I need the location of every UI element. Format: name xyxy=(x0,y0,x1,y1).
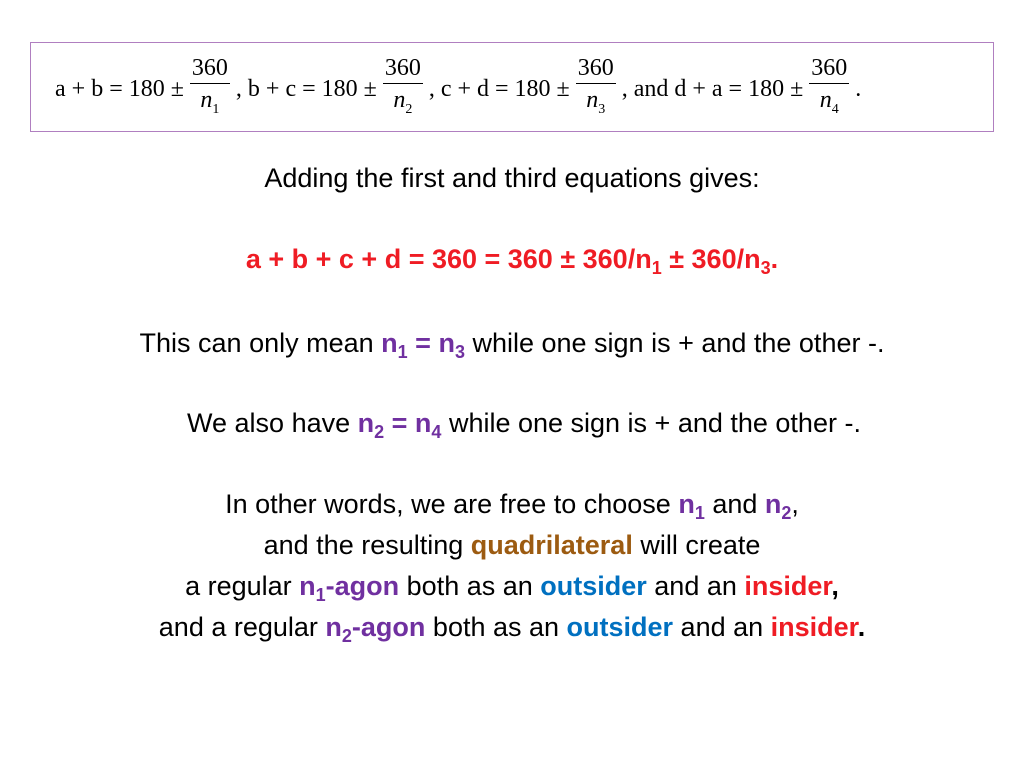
text-adding-equations: Adding the first and third equations gives: xyxy=(264,163,760,193)
summed-equation: $a + b + c + d = 360 = 360 \pm 360/n_1 \pm 360/n_3$. xyxy=(245,244,779,278)
equation-part-3: , c + d = 180 ± xyxy=(428,75,570,102)
text-n1-equals-n3: This can only mean $n_1 = n_3$ while one sign is + and the other -. xyxy=(139,328,885,362)
fraction-denominator: $n_4$ xyxy=(819,87,839,117)
text-n2-equals-n4: We also have $n_2 = n_4$ while one sign is + and the other -. xyxy=(187,408,861,442)
fraction-denominator: $n_1$ xyxy=(200,87,220,117)
equation-row xyxy=(55,51,861,127)
equation-part-2: , b + c = 180 ± xyxy=(235,75,377,102)
fraction-denominator: $n_3$ xyxy=(586,87,606,117)
text-regular-n1-agon: a regular $n_1$-agon both as an outsider and an insider, xyxy=(185,571,839,605)
fraction-4 xyxy=(809,54,849,124)
fraction-numerator: 360 xyxy=(809,54,849,84)
text-regular-n2-agon: and a regular $n_2$-agon both as an outsider and an insider. xyxy=(158,612,866,646)
text-resulting-quadrilateral: and the resulting quadrilateral will create xyxy=(263,530,761,560)
equation-end: . xyxy=(855,75,862,102)
equation-part-1: a + b = 180 ± xyxy=(55,75,184,102)
equation-image-box xyxy=(30,42,994,132)
fraction-3 xyxy=(576,54,616,124)
equation-part-4: , and d + a = 180 ± xyxy=(621,75,804,102)
fraction-numerator: 360 xyxy=(383,54,423,84)
fraction-2 xyxy=(383,54,423,124)
fraction-numerator: 360 xyxy=(576,54,616,84)
fraction-denominator: $n_2$ xyxy=(393,87,413,117)
text-free-to-choose: In other words, we are free to choose $n_1$ and $n_2$, xyxy=(225,489,799,523)
fraction-numerator: 360 xyxy=(190,54,230,84)
fraction-1 xyxy=(190,54,230,124)
